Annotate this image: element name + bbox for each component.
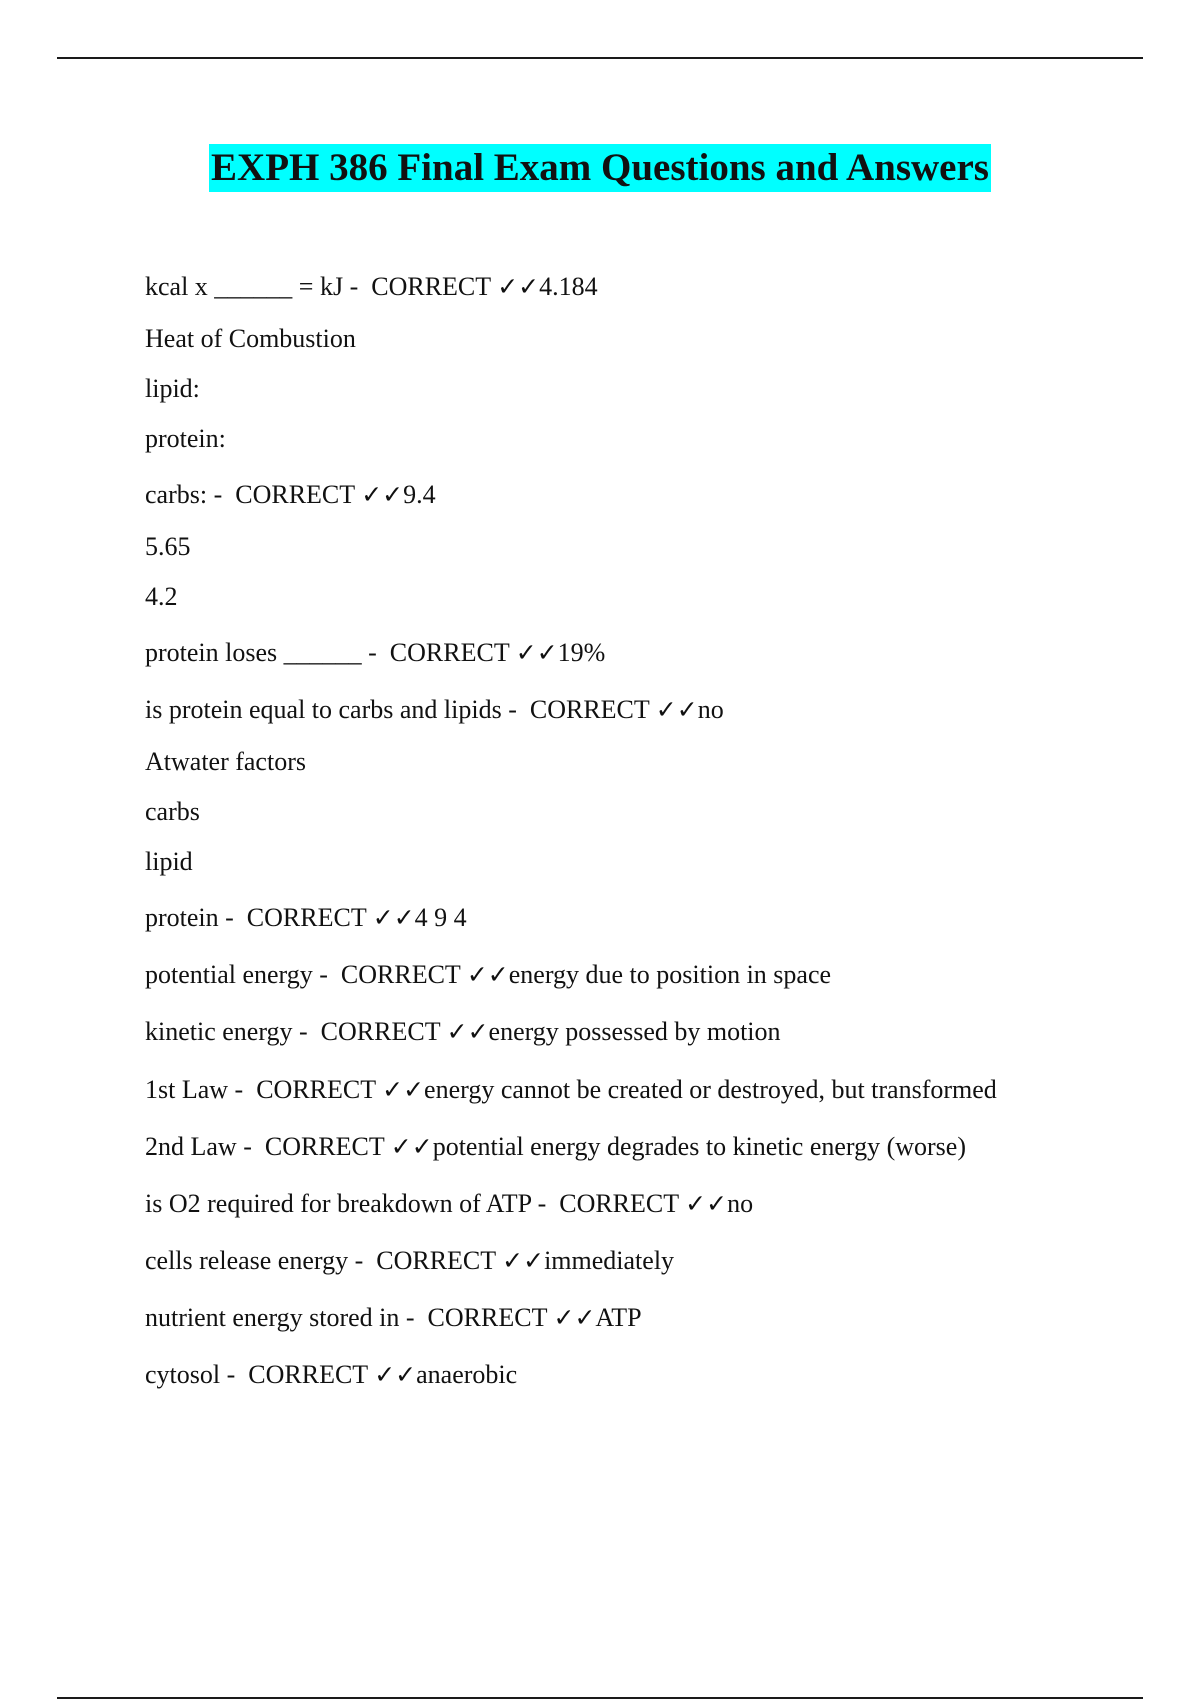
qa-answer: 4 9 4 (414, 903, 467, 932)
qa-prompt: potential energy - CORRECT (145, 960, 467, 989)
check-marks-icon: ✓✓ (466, 960, 509, 989)
qa-prompt: 4.2 (145, 582, 178, 611)
qa-prompt: protein - CORRECT (145, 903, 373, 932)
qa-prompt: 5.65 (145, 532, 191, 561)
qa-line (145, 480, 1145, 510)
qa-prompt: 1st Law - CORRECT (145, 1075, 383, 1104)
qa-line (145, 903, 1145, 933)
check-marks-icon: ✓✓ (382, 1075, 425, 1104)
qa-prompt: cells release energy - CORRECT (145, 1246, 503, 1275)
document-title: EXPH 386 Final Exam Questions and Answers (209, 144, 991, 192)
qa-answer: immediately (544, 1246, 675, 1275)
qa-line (145, 1017, 1145, 1047)
check-marks-icon: ✓✓ (372, 903, 415, 932)
check-marks-icon: ✓✓ (497, 272, 540, 301)
check-marks-icon: ✓✓ (374, 1360, 417, 1389)
qa-line (145, 747, 1145, 777)
check-marks-icon: ✓✓ (685, 1189, 728, 1218)
qa-prompt: is protein equal to carbs and lipids - CORRECT (145, 695, 656, 724)
qa-line (145, 532, 1145, 562)
qa-prompt: 2nd Law - CORRECT (145, 1132, 391, 1161)
qa-line (145, 374, 1145, 404)
qa-line (145, 1132, 1145, 1162)
qa-list (145, 272, 1145, 1390)
check-marks-icon: ✓✓ (655, 695, 698, 724)
qa-line (145, 1360, 1145, 1390)
qa-line (145, 324, 1145, 354)
qa-line (145, 1075, 1145, 1105)
qa-prompt: Atwater factors (145, 747, 306, 776)
qa-prompt: is O2 required for breakdown of ATP - CORRECT (145, 1189, 686, 1218)
qa-line (145, 272, 1145, 302)
top-rule (57, 57, 1143, 59)
qa-prompt: carbs (145, 797, 200, 826)
qa-line (145, 847, 1145, 877)
qa-line (145, 1246, 1145, 1276)
qa-line (145, 638, 1145, 668)
qa-answer: ATP (595, 1303, 642, 1332)
qa-prompt: lipid (145, 847, 193, 876)
qa-prompt: carbs: - CORRECT (145, 480, 362, 509)
check-marks-icon: ✓✓ (361, 480, 404, 509)
qa-prompt: nutrient energy stored in - CORRECT (145, 1303, 554, 1332)
qa-line (145, 424, 1145, 454)
qa-answer: 9.4 (403, 480, 436, 509)
qa-answer: anaerobic (416, 1360, 518, 1389)
qa-prompt: Heat of Combustion (145, 324, 356, 353)
qa-prompt: protein: (145, 424, 226, 453)
qa-line (145, 1303, 1145, 1333)
check-marks-icon: ✓✓ (502, 1246, 545, 1275)
qa-answer: energy possessed by motion (488, 1017, 781, 1046)
qa-prompt: kcal x ______ = kJ - CORRECT (145, 272, 498, 301)
check-marks-icon: ✓✓ (390, 1132, 433, 1161)
qa-answer: 19% (557, 638, 606, 667)
check-marks-icon: ✓✓ (553, 1303, 596, 1332)
qa-answer: potential energy degrades to kinetic energy (worse) (432, 1132, 966, 1161)
qa-answer: no (727, 1189, 754, 1218)
qa-line (145, 1189, 1145, 1219)
qa-prompt: cytosol - CORRECT (145, 1360, 375, 1389)
qa-prompt: lipid: (145, 374, 200, 403)
check-marks-icon: ✓✓ (515, 638, 558, 667)
bottom-rule (57, 1697, 1143, 1699)
qa-line (145, 582, 1145, 612)
qa-answer: no (697, 695, 724, 724)
qa-line (145, 797, 1145, 827)
check-marks-icon: ✓✓ (446, 1017, 489, 1046)
qa-line (145, 695, 1145, 725)
qa-line (145, 960, 1145, 990)
qa-answer: 4.184 (539, 272, 598, 301)
qa-prompt: kinetic energy - CORRECT (145, 1017, 447, 1046)
qa-answer: energy due to position in space (508, 960, 832, 989)
title-container (0, 144, 1200, 192)
qa-prompt: protein loses ______ - CORRECT (145, 638, 516, 667)
qa-answer: energy cannot be created or destroyed, but transformed (424, 1075, 997, 1104)
